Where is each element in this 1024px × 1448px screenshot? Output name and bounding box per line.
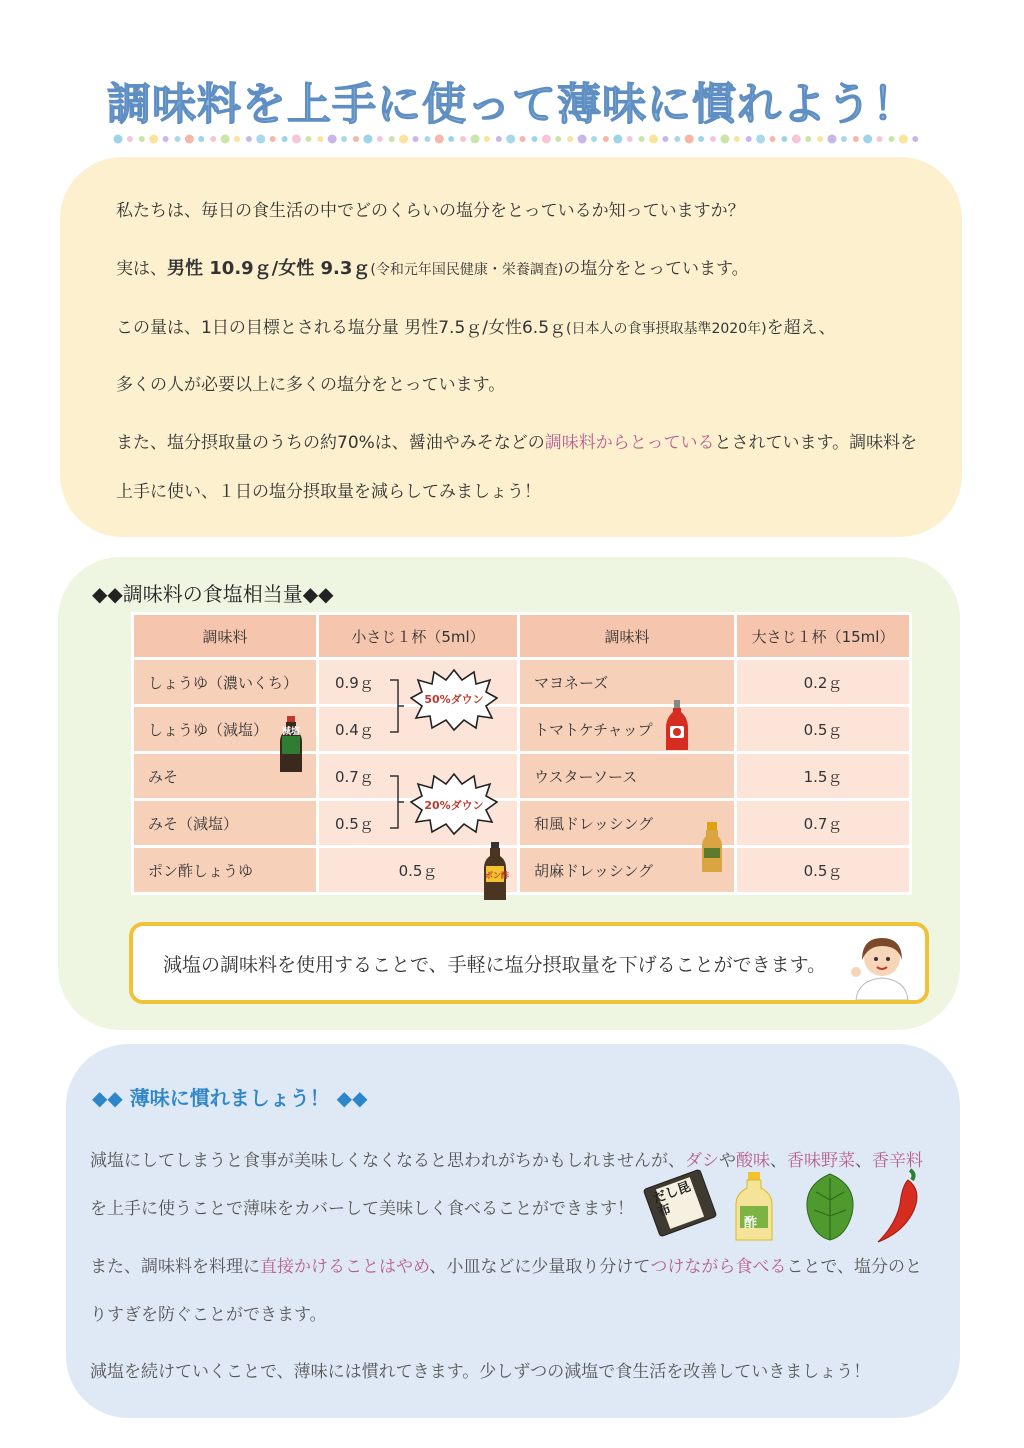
decorative-dot: [292, 135, 301, 144]
decorative-dot: [496, 136, 502, 142]
decorative-dot: [471, 135, 480, 144]
decorative-dot: [828, 135, 837, 144]
vinegar-label: 酢: [744, 1216, 758, 1231]
tips-line-5: 減塩を続けていくことで、薄味には慣れてきます。少しずつの減塩で食生活を改善していきましょう！: [90, 1362, 871, 1382]
tips-line-2: を上手に使うことで薄味をカバーして美味しく食べることができます！: [90, 1199, 634, 1219]
decorative-dot: [899, 135, 908, 144]
decorative-dot: [198, 136, 204, 142]
decorative-dot: [863, 135, 872, 144]
tips-line-4: りすぎを防ぐことができます。: [90, 1305, 327, 1325]
decorative-dot: [256, 135, 265, 144]
seasoning-name: ポン酢しょうゆ: [133, 847, 318, 894]
decorative-dot: [555, 136, 561, 142]
table-row: [133, 800, 911, 847]
intro-line-2: 実は、男性 10.9ｇ/女性 9.3ｇ(令和元年国民健康・栄養調査)の塩分をとっています。: [116, 258, 749, 279]
salt-value: 0.9ｇ: [318, 659, 519, 706]
ketchup-bottle-icon: [664, 700, 690, 752]
decorative-dot: [210, 136, 216, 142]
decorative-dot: [877, 136, 883, 142]
decorative-dot: [627, 136, 633, 142]
decorative-dot: [234, 136, 240, 142]
intro-line-6: 上手に使い、１日の塩分摂取量を減らしてみましょう！: [116, 482, 541, 502]
decorative-dot-border: [112, 132, 924, 146]
decorative-dot: [520, 136, 526, 142]
seasoning-name: みそ: [133, 753, 318, 800]
bracket-icon: [388, 772, 408, 832]
decorative-dot: [149, 135, 158, 144]
decorative-dot: [613, 135, 622, 144]
header-cell: 小さじ１杯（5ml）: [318, 614, 519, 659]
decorative-dot: [353, 136, 359, 142]
kombu-label: だし昆布: [651, 1179, 693, 1220]
salt-value: 0.5ｇ: [736, 706, 911, 753]
decorative-dot: [912, 136, 918, 142]
decorative-dot: [448, 136, 454, 142]
page-title: 調味料を上手に使って薄味に慣れよう！: [107, 79, 917, 130]
table-row: [133, 659, 911, 706]
seasoning-name: マヨネーズ: [519, 659, 736, 706]
salt-note-box: [129, 922, 929, 1004]
bottle-label: 減塩: [282, 727, 301, 737]
badge-label: 50%ダウン: [424, 693, 484, 706]
decorative-dot: [246, 136, 252, 142]
seasoning-name: しょうゆ（濃いくち）: [133, 659, 318, 706]
intro-line-4: 多くの人が必要以上に多くの塩分をとっています。: [116, 375, 506, 395]
decorative-dot: [435, 135, 444, 144]
decorative-dot: [805, 136, 811, 142]
decorative-dot: [175, 136, 181, 142]
seasoning-name: 和風ドレッシング: [519, 800, 736, 847]
decorative-dot: [363, 135, 372, 144]
salt-note-text: 減塩の調味料を使用することで、手軽に塩分摂取量を下げることができます。: [163, 954, 827, 976]
table-header-row: [133, 614, 911, 659]
burst-badge-50: [410, 668, 498, 732]
seasoning-name: 胡麻ドレッシング: [519, 847, 736, 894]
intro-line-5: また、塩分摂取量のうちの約70%は、醤油やみそなどの調味料からとっているとされています。調味料を: [116, 433, 918, 453]
decorative-dot: [756, 135, 765, 144]
bottle-label: ポン酢: [485, 871, 509, 880]
tips-line-3: また、調味料を料理に直接かけることはやめ、小皿などに少量取り分けてつけながら食べることで、塩分のと: [90, 1257, 922, 1277]
decorative-dot: [770, 136, 776, 142]
decorative-dot: [270, 136, 276, 142]
badge-label: 20%ダウン: [424, 799, 484, 812]
burst-badge-20: [410, 772, 498, 836]
seasoning-name: トマトケチャップ: [519, 706, 736, 753]
decorative-dot: [781, 136, 787, 142]
seasoning-name: しょうゆ（減塩）: [133, 706, 318, 753]
decorative-dot: [341, 136, 347, 142]
decorative-dot: [853, 136, 859, 142]
salt-value: 1.5ｇ: [736, 753, 911, 800]
tips-section-title: ◆◆ 薄味に慣れましょう！ ◆◆: [92, 1086, 368, 1110]
decorative-dot: [710, 136, 716, 142]
decorative-dot: [591, 136, 597, 142]
decorative-dot: [662, 136, 668, 142]
header-cell: 調味料: [519, 614, 736, 659]
decorative-dot: [305, 136, 311, 142]
header-cell: 調味料: [133, 614, 318, 659]
nutritionist-avatar-icon: [848, 932, 916, 1000]
decorative-dot: [685, 135, 694, 144]
decorative-dot: [139, 136, 145, 142]
decorative-dot: [639, 136, 645, 142]
decorative-dot: [413, 136, 419, 142]
table-row: [133, 753, 911, 800]
salt-value: 0.7ｇ: [736, 800, 911, 847]
salt-value: 0.5ｇ: [318, 847, 519, 894]
seasoning-name: みそ（減塩）: [133, 800, 318, 847]
decorative-dot: [328, 135, 337, 144]
decorative-dot: [221, 135, 230, 144]
decorative-dot: [889, 136, 895, 142]
decorative-dot: [282, 136, 288, 142]
intro-line-1: 私たちは、毎日の食生活の中でどのくらいの塩分をとっているか知っていますか？: [116, 201, 745, 221]
decorative-dot: [163, 136, 169, 142]
decorative-dot: [185, 135, 194, 144]
table-row: [133, 706, 911, 753]
decorative-dot: [578, 135, 587, 144]
decorative-dot: [542, 135, 551, 144]
bracket-icon: [388, 676, 408, 736]
table-row: [133, 847, 911, 894]
decorative-dot: [734, 136, 740, 142]
decorative-dot: [603, 136, 609, 142]
salt-section-title: ◆◆調味料の食塩相当量◆◆: [92, 582, 334, 606]
chili-pepper-icon: [874, 1166, 924, 1246]
decorative-dot: [424, 136, 430, 142]
shiso-leaf-icon: [800, 1170, 860, 1246]
decorative-dot: [698, 136, 704, 142]
dressing-bottle-icon: [700, 822, 724, 874]
decorative-dot: [484, 136, 490, 142]
decorative-dot: [377, 136, 383, 142]
decorative-dot: [841, 136, 847, 142]
salt-value: 0.2ｇ: [736, 659, 911, 706]
decorative-dot: [506, 135, 515, 144]
decorative-dot: [317, 136, 323, 142]
vinegar-bottle-icon: [734, 1172, 774, 1242]
decorative-dot: [674, 136, 680, 142]
salt-value: 0.5ｇ: [736, 847, 911, 894]
decorative-dot: [460, 136, 466, 142]
decorative-dot: [127, 136, 133, 142]
header-cell: 大さじ１杯（15ml）: [736, 614, 911, 659]
decorative-dot: [792, 135, 801, 144]
tips-line-1: 減塩にしてしまうと食事が美味しくなくなると思われがちかもしれませんが、ダシや酸味、香味野菜、香辛料: [90, 1151, 923, 1171]
decorative-dot: [720, 135, 729, 144]
decorative-dot: [567, 136, 573, 142]
decorative-dot: [817, 136, 823, 142]
intake-amount: 男性 10.9ｇ/女性 9.3ｇ: [167, 258, 371, 279]
decorative-dot: [389, 136, 395, 142]
salt-value: 0.7ｇ: [318, 753, 519, 800]
decorative-dot: [746, 136, 752, 142]
decorative-dot: [114, 135, 123, 144]
decorative-dot: [649, 135, 658, 144]
seasoning-name: ウスターソース: [519, 753, 736, 800]
salt-value: 0.5ｇ: [318, 800, 519, 847]
salt-table: [131, 612, 912, 895]
decorative-dot: [399, 135, 408, 144]
salt-value: 0.4ｇ: [318, 706, 519, 753]
decorative-dot: [532, 136, 538, 142]
intro-line-3: この量は、1日の目標とされる塩分量 男性7.5ｇ/女性6.5ｇ(日本人の食事摂取基準2020年)を超え、: [116, 318, 836, 338]
